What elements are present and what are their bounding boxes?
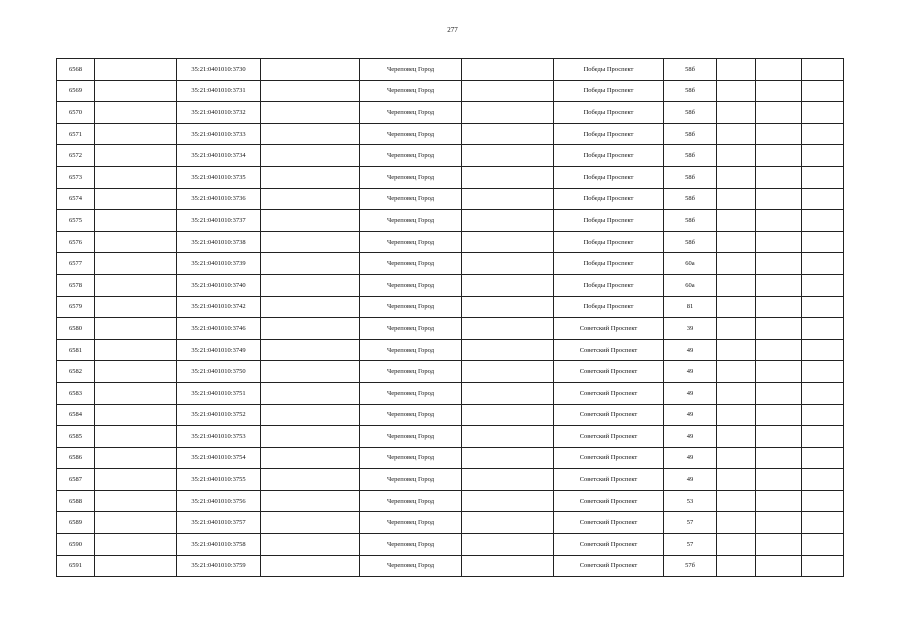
- empty-cell: [261, 339, 360, 361]
- city-cell: Череповец Город: [360, 210, 462, 232]
- table-row: [57, 447, 844, 469]
- street-cell: Победы Проспект: [554, 102, 664, 124]
- empty-cell: [95, 166, 177, 188]
- street-cell: Советский Проспект: [554, 469, 664, 491]
- empty-cell: [261, 188, 360, 210]
- city-cell: Череповец Город: [360, 145, 462, 167]
- table-row: [57, 512, 844, 534]
- cadastral-number-cell: 35:21:0401010:3755: [177, 469, 261, 491]
- empty-cell: [261, 469, 360, 491]
- empty-cell: [802, 318, 844, 340]
- empty-cell: [756, 382, 802, 404]
- house-number-cell: 39: [664, 318, 717, 340]
- empty-cell: [802, 404, 844, 426]
- empty-cell: [261, 166, 360, 188]
- city-cell: Череповец Город: [360, 231, 462, 253]
- table-row: [57, 534, 844, 556]
- empty-cell: [95, 188, 177, 210]
- empty-cell: [261, 512, 360, 534]
- table-row: [57, 166, 844, 188]
- empty-cell: [802, 166, 844, 188]
- empty-cell: [95, 447, 177, 469]
- street-cell: Победы Проспект: [554, 210, 664, 232]
- cadastral-number-cell: 35:21:0401010:3736: [177, 188, 261, 210]
- empty-cell: [756, 296, 802, 318]
- row-number-cell: 6582: [57, 361, 95, 383]
- empty-cell: [802, 253, 844, 275]
- house-number-cell: 57: [664, 534, 717, 556]
- table-row: [57, 253, 844, 275]
- table-row: [57, 59, 844, 81]
- empty-cell: [261, 296, 360, 318]
- empty-cell: [717, 339, 756, 361]
- empty-cell: [261, 447, 360, 469]
- empty-cell: [261, 102, 360, 124]
- empty-cell: [802, 296, 844, 318]
- city-cell: Череповец Город: [360, 426, 462, 448]
- row-number-cell: 6569: [57, 80, 95, 102]
- empty-cell: [717, 166, 756, 188]
- city-cell: Череповец Город: [360, 555, 462, 577]
- house-number-cell: 58б: [664, 210, 717, 232]
- empty-cell: [261, 145, 360, 167]
- row-number-cell: 6571: [57, 123, 95, 145]
- empty-cell: [802, 231, 844, 253]
- row-number-cell: 6587: [57, 469, 95, 491]
- empty-cell: [261, 318, 360, 340]
- city-cell: Череповец Город: [360, 188, 462, 210]
- empty-cell: [756, 80, 802, 102]
- city-cell: Череповец Город: [360, 274, 462, 296]
- empty-cell: [462, 447, 554, 469]
- table-row: [57, 404, 844, 426]
- empty-cell: [756, 210, 802, 232]
- street-cell: Советский Проспект: [554, 534, 664, 556]
- empty-cell: [802, 59, 844, 81]
- table-row: [57, 231, 844, 253]
- table-row: [57, 318, 844, 340]
- empty-cell: [95, 123, 177, 145]
- empty-cell: [756, 469, 802, 491]
- empty-cell: [462, 188, 554, 210]
- cadastral-number-cell: 35:21:0401010:3757: [177, 512, 261, 534]
- street-cell: Победы Проспект: [554, 188, 664, 210]
- house-number-cell: 58б: [664, 188, 717, 210]
- table-row: [57, 490, 844, 512]
- cadastral-number-cell: 35:21:0401010:3737: [177, 210, 261, 232]
- table-row: [57, 296, 844, 318]
- cadastral-number-cell: 35:21:0401010:3735: [177, 166, 261, 188]
- cadastral-number-cell: 35:21:0401010:3749: [177, 339, 261, 361]
- house-number-cell: 49: [664, 469, 717, 491]
- house-number-cell: 49: [664, 404, 717, 426]
- empty-cell: [717, 447, 756, 469]
- table-row: [57, 274, 844, 296]
- table-row: [57, 80, 844, 102]
- empty-cell: [756, 426, 802, 448]
- house-number-cell: 58б: [664, 123, 717, 145]
- house-number-cell: 57б: [664, 555, 717, 577]
- empty-cell: [756, 339, 802, 361]
- empty-cell: [462, 145, 554, 167]
- house-number-cell: 58б: [664, 231, 717, 253]
- city-cell: Череповец Город: [360, 382, 462, 404]
- empty-cell: [756, 318, 802, 340]
- city-cell: Череповец Город: [360, 339, 462, 361]
- row-number-cell: 6580: [57, 318, 95, 340]
- cadastral-number-cell: 35:21:0401010:3731: [177, 80, 261, 102]
- street-cell: Советский Проспект: [554, 447, 664, 469]
- city-cell: Череповец Город: [360, 361, 462, 383]
- house-number-cell: 53: [664, 490, 717, 512]
- cadastral-number-cell: 35:21:0401010:3742: [177, 296, 261, 318]
- empty-cell: [462, 469, 554, 491]
- empty-cell: [261, 253, 360, 275]
- empty-cell: [95, 404, 177, 426]
- row-number-cell: 6584: [57, 404, 95, 426]
- cadastral-number-cell: 35:21:0401010:3739: [177, 253, 261, 275]
- empty-cell: [95, 426, 177, 448]
- empty-cell: [95, 145, 177, 167]
- empty-cell: [462, 512, 554, 534]
- city-cell: Череповец Город: [360, 534, 462, 556]
- empty-cell: [95, 361, 177, 383]
- empty-cell: [462, 534, 554, 556]
- empty-cell: [261, 404, 360, 426]
- empty-cell: [717, 102, 756, 124]
- street-cell: Победы Проспект: [554, 145, 664, 167]
- house-number-cell: 49: [664, 382, 717, 404]
- empty-cell: [95, 102, 177, 124]
- street-cell: Советский Проспект: [554, 318, 664, 340]
- empty-cell: [756, 253, 802, 275]
- row-number-cell: 6574: [57, 188, 95, 210]
- cadastral-number-cell: 35:21:0401010:3732: [177, 102, 261, 124]
- street-cell: Победы Проспект: [554, 166, 664, 188]
- empty-cell: [717, 80, 756, 102]
- row-number-cell: 6583: [57, 382, 95, 404]
- house-number-cell: 60а: [664, 253, 717, 275]
- cadastral-number-cell: 35:21:0401010:3740: [177, 274, 261, 296]
- street-cell: Победы Проспект: [554, 274, 664, 296]
- empty-cell: [462, 231, 554, 253]
- empty-cell: [95, 555, 177, 577]
- empty-cell: [717, 210, 756, 232]
- street-cell: Советский Проспект: [554, 426, 664, 448]
- empty-cell: [802, 512, 844, 534]
- empty-cell: [462, 80, 554, 102]
- empty-cell: [462, 210, 554, 232]
- empty-cell: [717, 274, 756, 296]
- city-cell: Череповец Город: [360, 404, 462, 426]
- empty-cell: [95, 210, 177, 232]
- empty-cell: [95, 253, 177, 275]
- empty-cell: [717, 361, 756, 383]
- house-number-cell: 81: [664, 296, 717, 318]
- empty-cell: [95, 534, 177, 556]
- cadastral-number-cell: 35:21:0401010:3730: [177, 59, 261, 81]
- empty-cell: [756, 166, 802, 188]
- empty-cell: [462, 555, 554, 577]
- street-cell: Советский Проспект: [554, 555, 664, 577]
- house-number-cell: 57: [664, 512, 717, 534]
- row-number-cell: 6591: [57, 555, 95, 577]
- empty-cell: [462, 382, 554, 404]
- empty-cell: [95, 296, 177, 318]
- empty-cell: [261, 59, 360, 81]
- empty-cell: [462, 404, 554, 426]
- empty-cell: [462, 318, 554, 340]
- street-cell: Победы Проспект: [554, 296, 664, 318]
- empty-cell: [802, 469, 844, 491]
- empty-cell: [756, 102, 802, 124]
- empty-cell: [462, 102, 554, 124]
- city-cell: Череповец Город: [360, 512, 462, 534]
- page-number: 277: [447, 26, 458, 34]
- empty-cell: [717, 145, 756, 167]
- empty-cell: [802, 534, 844, 556]
- row-number-cell: 6581: [57, 339, 95, 361]
- empty-cell: [802, 188, 844, 210]
- empty-cell: [756, 274, 802, 296]
- empty-cell: [717, 469, 756, 491]
- empty-cell: [261, 534, 360, 556]
- house-number-cell: 49: [664, 339, 717, 361]
- empty-cell: [261, 555, 360, 577]
- empty-cell: [717, 59, 756, 81]
- empty-cell: [756, 145, 802, 167]
- house-number-cell: 49: [664, 361, 717, 383]
- empty-cell: [756, 404, 802, 426]
- row-number-cell: 6577: [57, 253, 95, 275]
- house-number-cell: 58б: [664, 59, 717, 81]
- empty-cell: [462, 59, 554, 81]
- empty-cell: [261, 382, 360, 404]
- street-cell: Победы Проспект: [554, 59, 664, 81]
- empty-cell: [802, 382, 844, 404]
- empty-cell: [802, 102, 844, 124]
- street-cell: Советский Проспект: [554, 339, 664, 361]
- empty-cell: [756, 555, 802, 577]
- cadastral-number-cell: 35:21:0401010:3753: [177, 426, 261, 448]
- empty-cell: [261, 80, 360, 102]
- table-row: [57, 339, 844, 361]
- row-number-cell: 6586: [57, 447, 95, 469]
- empty-cell: [756, 188, 802, 210]
- city-cell: Череповец Город: [360, 59, 462, 81]
- city-cell: Череповец Город: [360, 123, 462, 145]
- house-number-cell: 58б: [664, 80, 717, 102]
- empty-cell: [95, 382, 177, 404]
- table-row: [57, 145, 844, 167]
- street-cell: Победы Проспект: [554, 123, 664, 145]
- empty-cell: [717, 188, 756, 210]
- empty-cell: [802, 210, 844, 232]
- house-number-cell: 49: [664, 426, 717, 448]
- cadastral-number-cell: 35:21:0401010:3754: [177, 447, 261, 469]
- empty-cell: [462, 274, 554, 296]
- city-cell: Череповец Город: [360, 166, 462, 188]
- cadastral-number-cell: 35:21:0401010:3738: [177, 231, 261, 253]
- empty-cell: [462, 361, 554, 383]
- empty-cell: [95, 231, 177, 253]
- empty-cell: [462, 490, 554, 512]
- row-number-cell: 6578: [57, 274, 95, 296]
- empty-cell: [462, 296, 554, 318]
- cadastral-number-cell: 35:21:0401010:3750: [177, 361, 261, 383]
- table-row: [57, 361, 844, 383]
- table-row: [57, 188, 844, 210]
- empty-cell: [756, 361, 802, 383]
- street-cell: Советский Проспект: [554, 361, 664, 383]
- empty-cell: [802, 555, 844, 577]
- empty-cell: [717, 296, 756, 318]
- cadastral-number-cell: 35:21:0401010:3746: [177, 318, 261, 340]
- table-row: [57, 382, 844, 404]
- cadastral-number-cell: 35:21:0401010:3733: [177, 123, 261, 145]
- empty-cell: [95, 339, 177, 361]
- house-number-cell: 58б: [664, 102, 717, 124]
- empty-cell: [95, 469, 177, 491]
- street-cell: Советский Проспект: [554, 512, 664, 534]
- empty-cell: [717, 512, 756, 534]
- city-cell: Череповец Город: [360, 490, 462, 512]
- row-number-cell: 6585: [57, 426, 95, 448]
- house-number-cell: 58б: [664, 145, 717, 167]
- cadastral-number-cell: 35:21:0401010:3751: [177, 382, 261, 404]
- house-number-cell: 60а: [664, 274, 717, 296]
- empty-cell: [802, 339, 844, 361]
- row-number-cell: 6588: [57, 490, 95, 512]
- empty-cell: [717, 534, 756, 556]
- empty-cell: [95, 490, 177, 512]
- street-cell: Победы Проспект: [554, 80, 664, 102]
- row-number-cell: 6579: [57, 296, 95, 318]
- empty-cell: [462, 253, 554, 275]
- empty-cell: [717, 123, 756, 145]
- house-number-cell: 49: [664, 447, 717, 469]
- row-number-cell: 6573: [57, 166, 95, 188]
- city-cell: Череповец Город: [360, 253, 462, 275]
- empty-cell: [261, 231, 360, 253]
- cadastral-number-cell: 35:21:0401010:3734: [177, 145, 261, 167]
- empty-cell: [95, 318, 177, 340]
- empty-cell: [717, 253, 756, 275]
- empty-cell: [717, 426, 756, 448]
- empty-cell: [802, 361, 844, 383]
- empty-cell: [95, 274, 177, 296]
- table-row: [57, 102, 844, 124]
- empty-cell: [756, 447, 802, 469]
- empty-cell: [717, 231, 756, 253]
- empty-cell: [95, 59, 177, 81]
- empty-cell: [756, 231, 802, 253]
- empty-cell: [95, 512, 177, 534]
- city-cell: Череповец Город: [360, 447, 462, 469]
- street-cell: Советский Проспект: [554, 382, 664, 404]
- city-cell: Череповец Город: [360, 80, 462, 102]
- empty-cell: [756, 59, 802, 81]
- street-cell: Победы Проспект: [554, 253, 664, 275]
- row-number-cell: 6590: [57, 534, 95, 556]
- empty-cell: [717, 382, 756, 404]
- row-number-cell: 6572: [57, 145, 95, 167]
- empty-cell: [802, 80, 844, 102]
- empty-cell: [462, 123, 554, 145]
- table-row: [57, 555, 844, 577]
- empty-cell: [802, 490, 844, 512]
- registry-table: [56, 58, 844, 577]
- empty-cell: [261, 426, 360, 448]
- cadastral-number-cell: 35:21:0401010:3756: [177, 490, 261, 512]
- empty-cell: [462, 166, 554, 188]
- empty-cell: [802, 426, 844, 448]
- empty-cell: [717, 318, 756, 340]
- row-number-cell: 6589: [57, 512, 95, 534]
- empty-cell: [717, 490, 756, 512]
- city-cell: Череповец Город: [360, 102, 462, 124]
- empty-cell: [261, 210, 360, 232]
- empty-cell: [462, 339, 554, 361]
- street-cell: Победы Проспект: [554, 231, 664, 253]
- row-number-cell: 6568: [57, 59, 95, 81]
- table-row: [57, 123, 844, 145]
- empty-cell: [261, 490, 360, 512]
- table-body: [57, 59, 844, 577]
- empty-cell: [802, 447, 844, 469]
- city-cell: Череповец Город: [360, 469, 462, 491]
- empty-cell: [261, 123, 360, 145]
- empty-cell: [261, 361, 360, 383]
- cadastral-number-cell: 35:21:0401010:3759: [177, 555, 261, 577]
- empty-cell: [802, 274, 844, 296]
- cadastral-number-cell: 35:21:0401010:3758: [177, 534, 261, 556]
- empty-cell: [756, 123, 802, 145]
- street-cell: Советский Проспект: [554, 404, 664, 426]
- empty-cell: [756, 534, 802, 556]
- table-row: [57, 210, 844, 232]
- empty-cell: [756, 512, 802, 534]
- row-number-cell: 6575: [57, 210, 95, 232]
- row-number-cell: 6576: [57, 231, 95, 253]
- empty-cell: [802, 123, 844, 145]
- empty-cell: [95, 80, 177, 102]
- empty-cell: [462, 426, 554, 448]
- row-number-cell: 6570: [57, 102, 95, 124]
- street-cell: Советский Проспект: [554, 490, 664, 512]
- empty-cell: [717, 555, 756, 577]
- house-number-cell: 58б: [664, 166, 717, 188]
- city-cell: Череповец Город: [360, 318, 462, 340]
- empty-cell: [717, 404, 756, 426]
- empty-cell: [756, 490, 802, 512]
- city-cell: Череповец Город: [360, 296, 462, 318]
- cadastral-number-cell: 35:21:0401010:3752: [177, 404, 261, 426]
- table-row: [57, 426, 844, 448]
- empty-cell: [261, 274, 360, 296]
- table-row: [57, 469, 844, 491]
- empty-cell: [802, 145, 844, 167]
